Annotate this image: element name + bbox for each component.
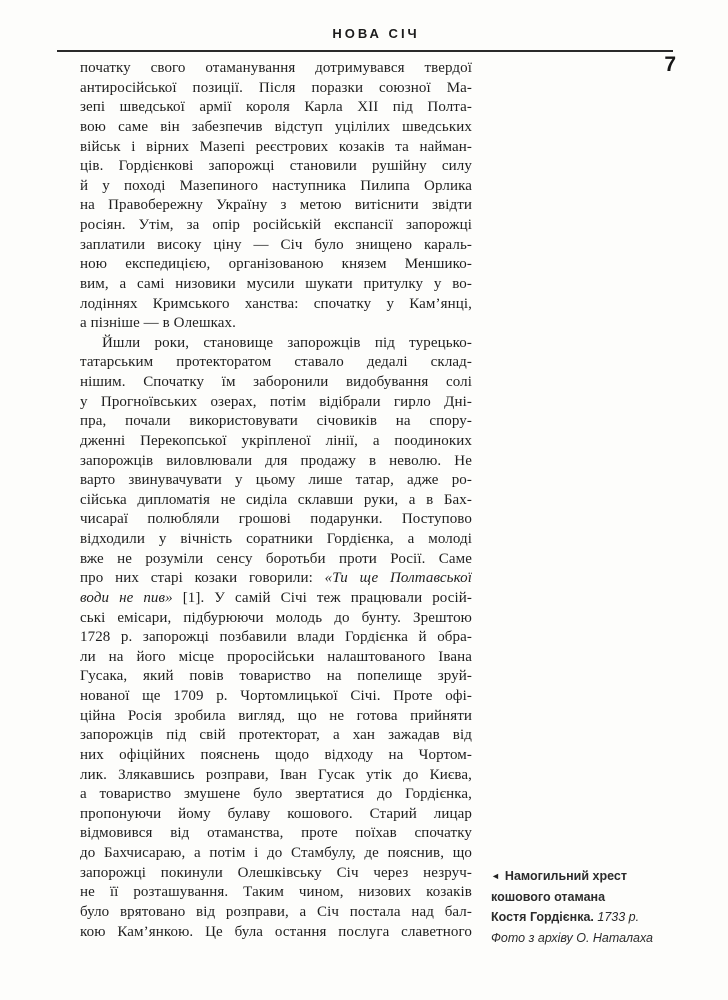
body-text-column [80, 59, 472, 942]
caption-line [491, 907, 709, 928]
body-text-line: нішим. Спочатку їм заборонили видобування солі [80, 374, 472, 390]
body-text-line: було врятовано від розправи, а Січ постала над бал- [80, 903, 472, 920]
body-text-line: до Бахчисараю, а потім і до Стамбулу, де пояснив, що [80, 845, 472, 861]
caption-line [491, 928, 709, 949]
body-text-line: антиросійської позиції. Після поразки союзної Ма- [80, 79, 472, 96]
body-text-line: ли на його місце проросійськи налаштованого Івана [80, 648, 472, 665]
body-text-line: чисараї полюбляли грошові подарунки. Поступово [80, 511, 472, 528]
body-text-line: них офіційних пояснень щодо відходу на Чортом- [80, 746, 472, 763]
body-text-line: росіян. Утім, за опір російській експансії запорожці [80, 217, 472, 233]
body-text-line: запорожців під свій протекторат, а хан зажадав від [80, 727, 472, 744]
italic-text: Фото з архіву О. Наталаха [491, 930, 654, 945]
body-text-line: нованої ще 1709 р. Чортомлицької Січі. Проте офі- [80, 688, 472, 704]
caption-marker-icon: ◄ [491, 871, 500, 881]
body-text-line: дженні Перекопської укріпленої лінії, а поодиноких [80, 432, 472, 449]
caption-line [491, 887, 709, 908]
body-text-line: 1728 р. запорожці позбавили влади Гордієнка й обра- [80, 629, 472, 646]
body-text-line: заплатили високу ціну — Січ було знищено караль- [80, 236, 472, 253]
italic-text: «Ти ще Полтавської [324, 570, 472, 587]
body-text-line: Йшли роки, становище запорожців під турецько- [102, 334, 472, 351]
body-text-line: вже не розуміли сенсу боротьби проти Росії. Саме [80, 550, 472, 567]
body-text-line [80, 569, 472, 589]
text-segment: про них старі козаки говорили: [80, 570, 325, 587]
body-text-line: татарським протекторатом ставало дедалі склад- [80, 354, 472, 371]
body-text-line: Гусака, який повів товариство на попелище зруй- [80, 668, 472, 685]
body-text-line: кою Кам’янкою. Це була остання послуга славетного [80, 923, 472, 940]
body-text-line: запорожці покинули Олешківську Січ через незруч- [80, 864, 472, 881]
body-text-line: вою саме він забезпечив відступ уцілілих шведських [80, 118, 472, 135]
body-text-line: пропонуючи йому булаву кошового. Старий лицар [80, 805, 472, 822]
body-text-line: й у поході Мазепиного наступника Пилипа Орлика [80, 177, 472, 194]
photo-caption [491, 866, 709, 948]
body-text-line: пра, почали використовувати січовиків на спору- [80, 413, 472, 430]
body-text-line: вим, а самі низовики мусили шукати притулку у во- [80, 275, 472, 292]
header-rule [57, 50, 673, 52]
body-text-line: військ і вірних Мазепі реєстрових козаків та найман- [80, 138, 472, 155]
running-header-title: НОВА СІЧ [332, 26, 420, 41]
body-text-line: ців. Гордієнкові запорожці становили рушійну силу [80, 158, 472, 175]
body-text-line: лодіннях Кримського ханства: спочатку у Кам’янці, [80, 295, 472, 312]
body-text-line: лик. Злякавшись розправи, Іван Гусак утік до Києва, [80, 766, 472, 783]
body-text-line: сійська дипломатія не сиділа склавши руки, а в Бах- [80, 491, 472, 508]
body-text-line: відходили у вічність соратники Гордієнка, а молоді [80, 531, 472, 547]
body-text-line [80, 589, 472, 609]
body-text-line: ційна Росія зробила вигляд, що не готова прийняти [80, 707, 472, 724]
bold-text: Костя Гордієнка. [491, 910, 594, 924]
body-text-line: відмовився від отаманства, проте поїхав спочатку [80, 825, 472, 842]
text-segment: [1]. У самій Січі теж працювали росій- [172, 589, 472, 606]
body-text-line: ські емісари, підбурюючи молодь до бунту. Зрештою [80, 609, 472, 626]
caption-line [491, 866, 709, 887]
body-text-line: на Правобережну Україну з метою витіснити звідти [80, 197, 472, 214]
bold-text: Намогильний хрест [504, 869, 627, 883]
body-text-line: варто звинувачувати у цьому лише татар, адже ро- [80, 472, 472, 489]
body-text-line: зепі шведської армії короля Карла XII під Полта- [80, 99, 472, 116]
body-text-line: а пізніше — в Олешках. [80, 315, 236, 332]
body-text-line: початку свого отаманування дотримувався твердої [80, 60, 472, 76]
body-text-line: не її розташування. Таким чином, низових козаків [80, 884, 472, 901]
italic-text: 1733 р. [593, 910, 640, 924]
bold-text: кошового отамана [491, 889, 606, 904]
page-number: 7 [664, 53, 676, 76]
body-text-line: у Прогноївських озерах, потім відібрали гирло Дні- [80, 393, 472, 410]
italic-text: води не пив» [80, 589, 173, 606]
body-text-line: ною експедицією, організованою князем Меншико- [80, 256, 472, 273]
body-text-line: запорожців виловлювали для продажу в неволю. Не [80, 452, 472, 469]
body-text-line: а товариство змушене було звертатися до Гордієнка, [80, 786, 472, 803]
